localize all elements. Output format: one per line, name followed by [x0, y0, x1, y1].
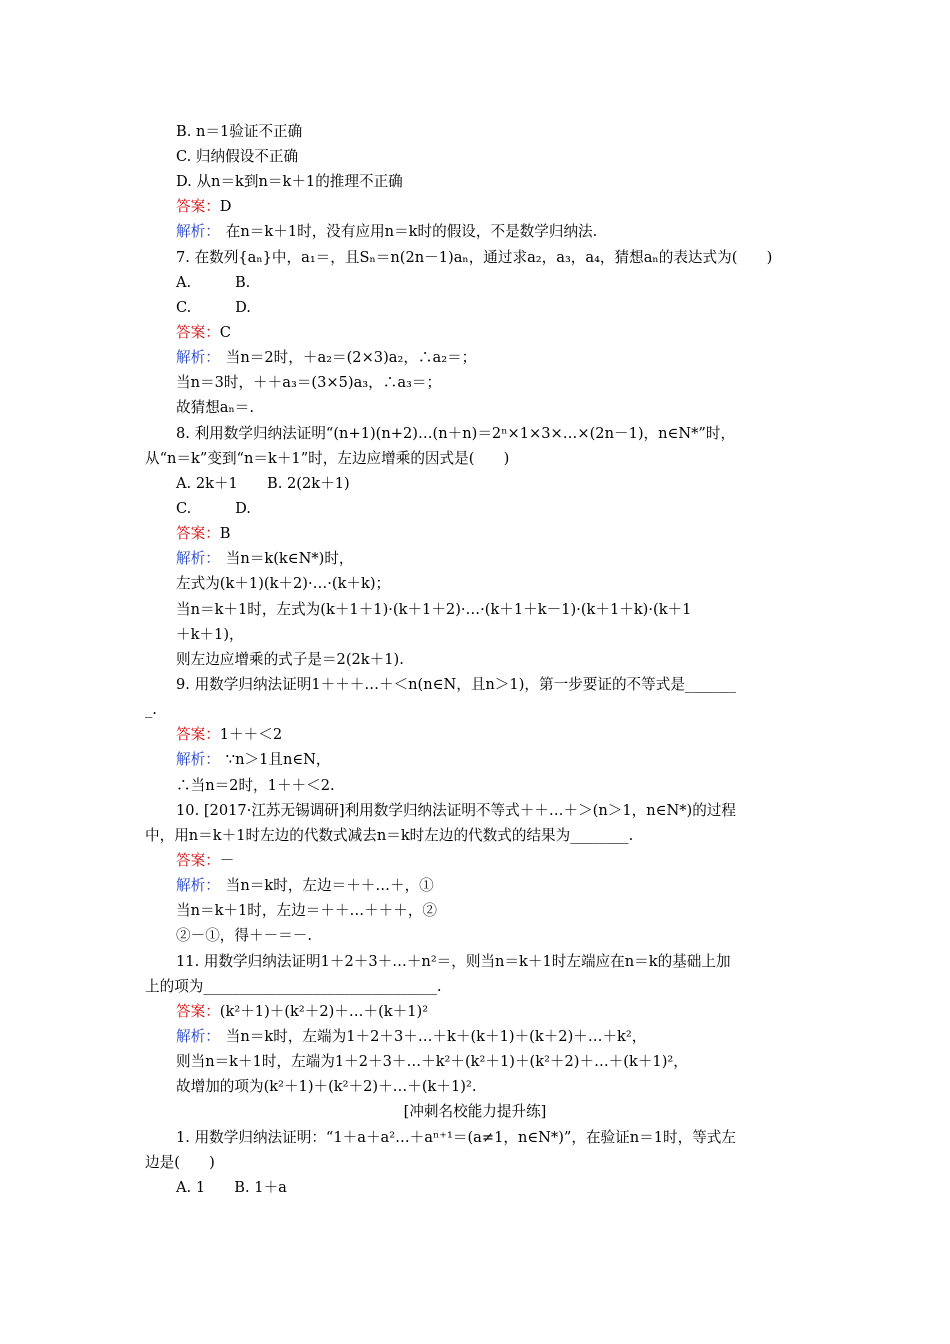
analysis-line — [176, 348, 476, 368]
question-11: 11. 用数学归纳法证明1＋2＋3＋…＋n²＝，则当n＝k＋1时左端应在n＝k的基础上加 — [176, 953, 731, 970]
text-line: 左式为(k＋1)(k＋2)·…·(k＋k)； — [176, 575, 391, 592]
analysis-label: 解析： — [176, 550, 220, 567]
option-d: D. 从n＝k到n＝k＋1的推理不正确 — [176, 173, 403, 190]
answer-text: B — [219, 525, 231, 542]
analysis-label: 解析： — [176, 751, 220, 768]
analysis-line — [176, 1027, 646, 1047]
answer-label: 答案： — [176, 852, 220, 869]
analysis-line — [176, 549, 354, 569]
text-line: 则左边应增乘的式子是＝2(2k＋1). — [176, 651, 404, 668]
analysis-label: 解析： — [176, 877, 220, 894]
answer-text: － — [219, 852, 235, 869]
question-8: 8. 利用数学归纳法证明“(n+1)(n+2)…(n＋n)＝2ⁿ×1×3×…×(2n－1)，n∈N*”时， — [176, 425, 736, 442]
question-1-cont: 边是( ) — [145, 1154, 215, 1171]
options-cd: C. D. — [176, 299, 251, 316]
analysis-line — [176, 876, 434, 896]
text-line: ②－①，得＋－＝－. — [176, 927, 312, 944]
options-ab: A. B. — [176, 274, 251, 291]
text-line: 当n＝k＋1时，左式为(k＋1＋1)·(k＋1＋2)·…·(k＋1＋k－1)·(k＋1＋k)·(k＋1 — [176, 601, 692, 618]
answer-label: 答案： — [176, 525, 220, 542]
question-7: 7. 在数列{aₙ}中，a₁＝，且Sₙ＝n(2n－1)aₙ，通过求a₂，a₃，a₄，猜想aₙ的表达式为( ) — [176, 249, 773, 266]
question-11-cont: 上的项为________________________________. — [145, 978, 442, 995]
analysis-text: ∵n＞1且n∈N， — [225, 751, 331, 768]
answer-line — [176, 725, 282, 745]
section-heading: [冲刺名校能力提升练] — [403, 1103, 547, 1120]
text-line: 故猜想aₙ＝. — [176, 399, 255, 416]
text-line: 故增加的项为(k²＋1)＋(k²＋2)＋…＋(k＋1)². — [176, 1078, 477, 1095]
answer-text: C — [219, 324, 231, 341]
options-ab: A. 1 B. 1＋a — [176, 1179, 287, 1196]
text-line: 当n＝k＋1时，左边＝＋＋…＋＋＋，② — [176, 902, 438, 919]
analysis-line — [176, 222, 597, 242]
analysis-text: 在n＝k＋1时，没有应用n＝k时的假设，不是数学归纳法. — [225, 223, 598, 240]
question-10: 10. [2017·江苏无锡调研]利用数学归纳法证明不等式＋＋…＋＞(n＞1，n∈N*)的过程 — [176, 802, 736, 819]
analysis-label: 解析： — [176, 1028, 220, 1045]
options-ab: A. 2k＋1 B. 2(2k＋1) — [176, 475, 350, 492]
answer-text: (k²＋1)＋(k²＋2)＋…＋(k＋1)² — [219, 1003, 429, 1020]
analysis-text: 当n＝2时，＋a₂＝(2×3)a₂，∴a₂＝； — [225, 349, 477, 366]
question-8-cont: 从“n＝k”变到“n＝k＋1”时，左边应增乘的因式是( ) — [145, 450, 510, 467]
answer-line — [176, 197, 232, 217]
answer-line — [176, 1002, 428, 1022]
question-1: 1. 用数学归纳法证明：“1＋a＋a²…＋aⁿ⁺¹＝(a≠1，n∈N*)”，在验证n＝1时，等式左 — [176, 1129, 736, 1146]
answer-line — [176, 323, 231, 343]
analysis-text: 当n＝k时，左边＝＋＋…＋，① — [225, 877, 434, 894]
analysis-label: 解析： — [176, 223, 220, 240]
question-10-cont: 中，用n＝k＋1时左边的代数式减去n＝k时左边的代数式的结果为________. — [145, 827, 634, 844]
analysis-text: 当n＝k(k∈N*)时， — [225, 550, 354, 567]
answer-line — [176, 524, 231, 544]
question-9-cont: _. — [145, 701, 157, 718]
question-9: 9. 用数学归纳法证明1＋＋＋…＋＜n(n∈N，且n＞1)，第一步要证的不等式是_______ — [176, 676, 736, 693]
answer-label: 答案： — [176, 1003, 220, 1020]
answer-label: 答案： — [176, 198, 220, 215]
text-line: ∴当n＝2时，1＋＋＜2. — [176, 777, 335, 794]
answer-line — [176, 851, 234, 871]
answer-text: 1＋＋＜2 — [219, 726, 283, 743]
options-cd: C. D. — [176, 500, 251, 517]
answer-label: 答案： — [176, 726, 220, 743]
analysis-label: 解析： — [176, 349, 220, 366]
analysis-text: 当n＝k时，左端为1＋2＋3＋…＋k＋(k＋1)＋(k＋2)＋…＋k²， — [225, 1028, 647, 1045]
text-line: 当n＝3时，＋＋a₃＝(3×5)a₃，∴a₃＝； — [176, 374, 442, 391]
option-b: B. n＝1验证不正确 — [176, 123, 303, 140]
option-c: C. 归纳假设不正确 — [176, 148, 299, 165]
text-line: ＋k＋1)， — [176, 626, 244, 643]
answer-text: D — [219, 198, 232, 215]
analysis-line — [176, 750, 331, 770]
text-line: 则当n＝k＋1时，左端为1＋2＋3＋…＋k²＋(k²＋1)＋(k²＋2)＋…＋(k＋1)²， — [176, 1053, 688, 1070]
answer-label: 答案： — [176, 324, 220, 341]
